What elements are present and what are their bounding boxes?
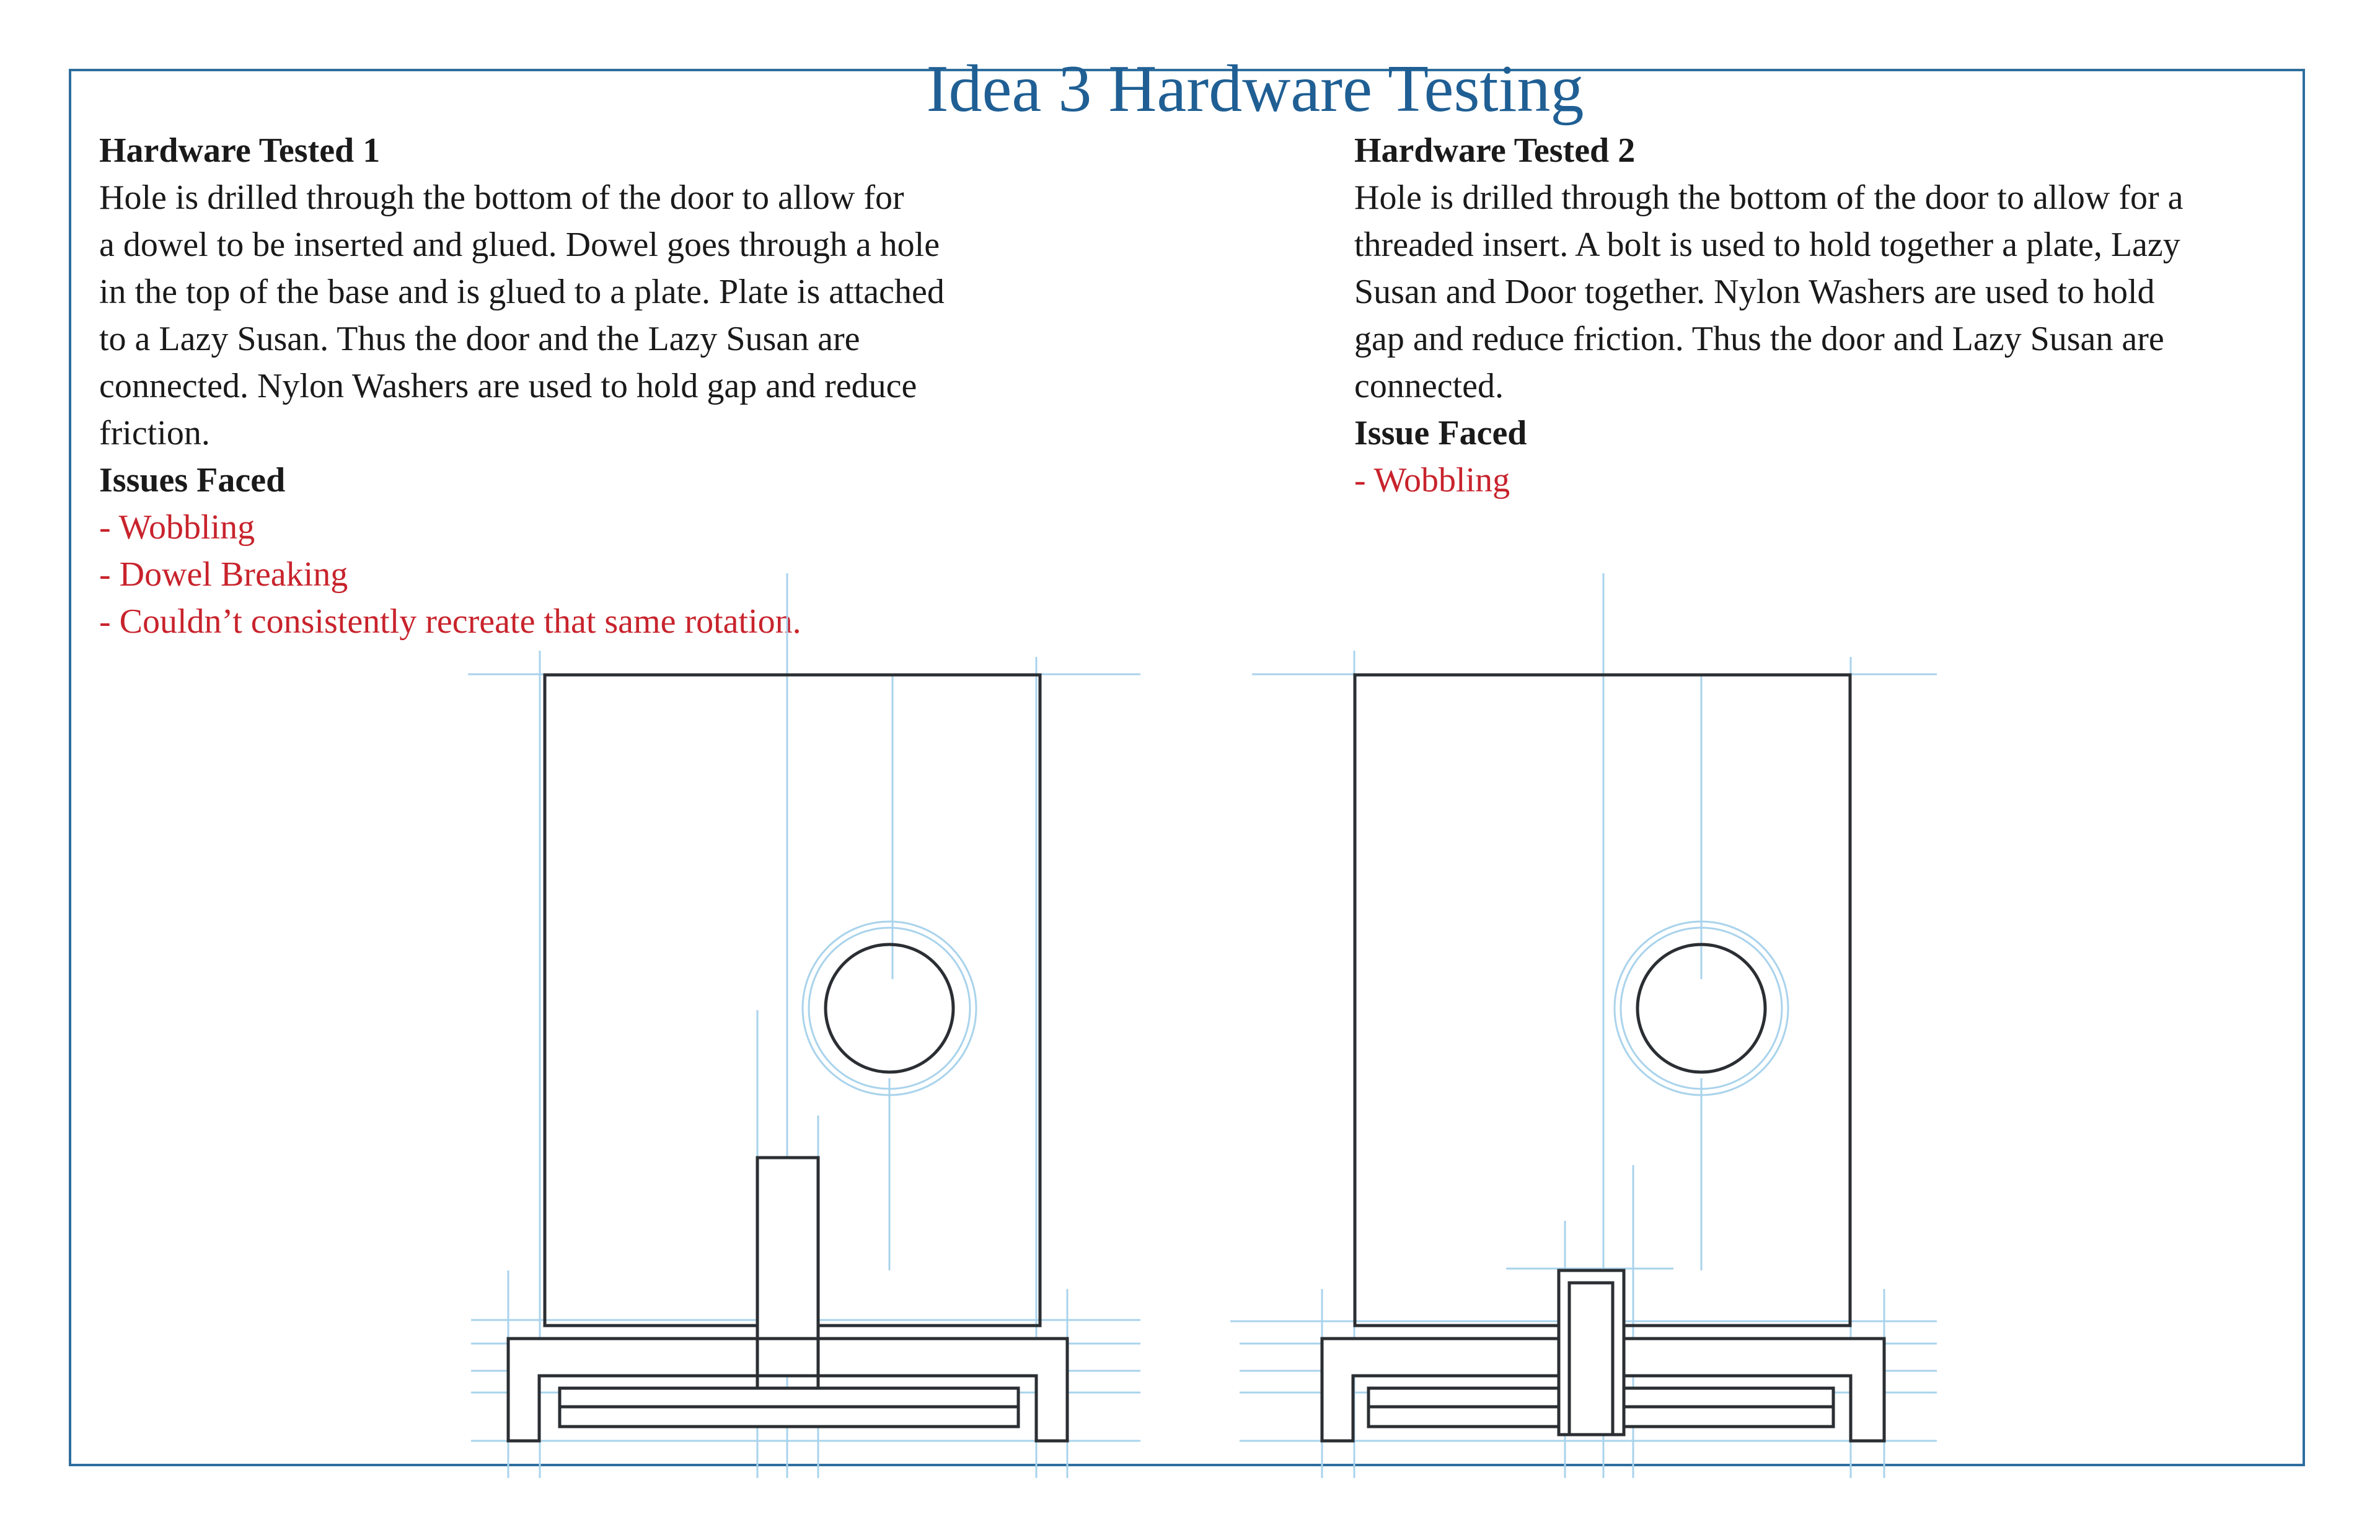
description-line: connected. bbox=[1354, 367, 1504, 405]
issue-item: - Couldn’t consistently recreate that same rotation. bbox=[99, 602, 801, 641]
issue-item: - Wobbling bbox=[1354, 461, 1510, 499]
hardware-1-issues-heading: Issues Faced bbox=[99, 461, 286, 499]
description-line: Hole is drilled through the bottom of the door to allow for a bbox=[1354, 178, 2184, 217]
hardware-2-heading: Hardware Tested 2 bbox=[1354, 131, 1636, 170]
door-hole-1 bbox=[826, 944, 953, 1072]
issue-item: - Wobbling bbox=[99, 508, 255, 547]
description-line: gap and reduce friction. Thus the door and Lazy Susan are bbox=[1354, 320, 2164, 358]
issue-item: - Dowel Breaking bbox=[99, 555, 348, 594]
description-line: in the top of the base and is glued to a plate. Plate is attached bbox=[99, 273, 945, 311]
description-line: friction. bbox=[99, 414, 210, 452]
description-line: Hole is drilled through the bottom of the door to allow for bbox=[99, 178, 904, 217]
dowel bbox=[757, 1158, 818, 1362]
bolt bbox=[1569, 1283, 1613, 1435]
description-line: threaded insert. A bolt is used to hold together a plate, Lazy bbox=[1354, 226, 2180, 264]
page-title: Idea 3 Hardware Testing bbox=[926, 52, 1584, 126]
description-line: a dowel to be inserted and glued. Dowel goes through a hole bbox=[99, 226, 940, 264]
hardware-2-issues-heading: Issue Faced bbox=[1354, 414, 1527, 452]
description-line: connected. Nylon Washers are used to hold gap and reduce bbox=[99, 367, 917, 405]
description-line: to a Lazy Susan. Thus the door and the Lazy Susan are bbox=[99, 320, 860, 358]
description-line: Susan and Door together. Nylon Washers are used to hold bbox=[1354, 273, 2155, 311]
hardware-1-heading: Hardware Tested 1 bbox=[99, 131, 381, 170]
